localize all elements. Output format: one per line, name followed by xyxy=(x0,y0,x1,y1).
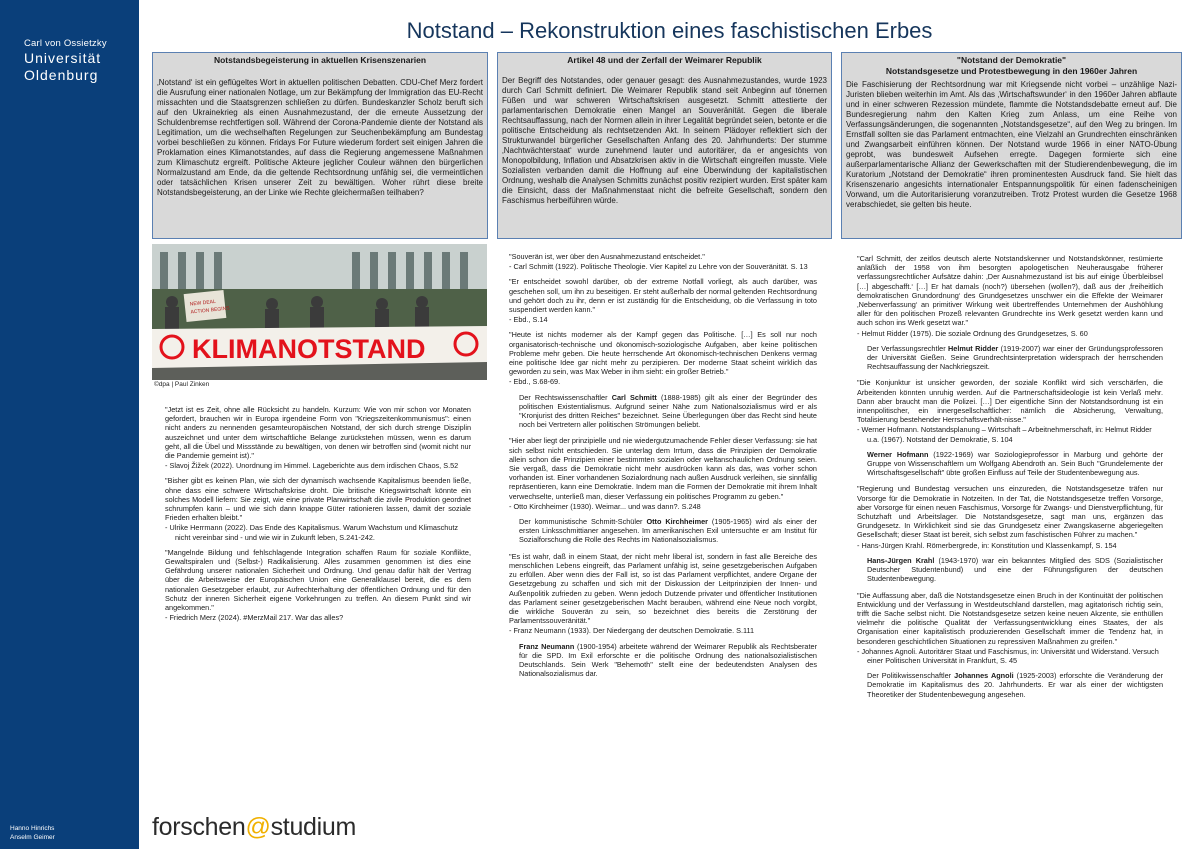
quote-text: "Regierung und Bundestag versuchen uns einzureden, die Notstandsgesetze träfen nur Vorsorge für die Demokratie in Notzeiten. In der Tat, die Notstandsgesetze treffen Vorsorge, aber Vorsorge für einen neuen Faschismus, Vorsorge für Zwangs- und Dienstverpflichtung, für Schutzhaft und Arbeitslager. Die Notstandsgesetze, sagt man uns, ergänzen das Grundgesetz. In Wirklichkeit sind sie das Grundgesetz einer Zwangskaserne abgeriegelten Gesellschaft; dieser Staat ist bereit, sich selbst zum faschistischen Führer zu machen." xyxy=(857,484,1163,540)
page-title: Notstand – Rekonstruktion eines faschistischen Erbes xyxy=(406,18,933,43)
footer-word-2: studium xyxy=(270,813,357,841)
footer-word-1: forschen xyxy=(152,813,246,841)
bio-name: Werner Hofmann xyxy=(867,449,929,459)
box-heading: Artikel 48 und der Zerfall der Weimarer Republik xyxy=(567,55,762,65)
quote-source: - Franz Neumann (1933). Der Niedergang der deutschen Demokratie. S.111 xyxy=(509,626,755,636)
quote-column-2 xyxy=(509,252,817,685)
bio-text: (1922-1969) war Soziologieprofessor in Marburg und gehörte der Gruppe von Wissenschaftlern um Wolfgang Abendroth an. Sein Buch "Grundelemente der Wirtschaftsgesellschaft" übte großen Einfluss auf Teile der Studentenbewegung aus. xyxy=(867,449,1164,478)
banner-text: KLIMANOTSTAND xyxy=(192,334,426,364)
quote-source: - Slavoj Žižek (2022). Unordnung im Himmel. Lageberichte aus dem irdischen Chaos, S.52 xyxy=(165,461,459,471)
intro-box-2 xyxy=(497,52,832,239)
protest-photo-illustration xyxy=(152,244,487,380)
bio-text: (1900-1954) arbeitete während der Weimarer Republik als Rechtsberater für die SPD. Im Exil erforschte er die politische Ordnung des nationalsozialistischen Deutschlands. Sein Werk "Behemoth" stellt eine der bedeutendsten Analysen des Nationalsozialismus dar. xyxy=(519,641,817,679)
bio-name: Hans-Jürgen Krahl xyxy=(867,555,935,565)
quote-source: - Carl Schmitt (1922). Politische Theologie. Vier Kapitel zu Lehre von der Souveränität. S. 13 xyxy=(509,262,808,272)
bio-name: Carl Schmitt xyxy=(611,392,657,402)
author-bio xyxy=(857,344,1163,372)
quote-source: - Ulrike Herrmann (2022). Das Ende des Kapitalismus. Warum Wachstum und Klimaschutz nicht vereinbar sind - und wie wir in Zukunft leben, S.241-242. xyxy=(165,523,459,542)
author-1: Hanno Hinrichs xyxy=(10,825,55,832)
bio-name: Franz Neumann xyxy=(519,641,575,651)
author-bio xyxy=(509,642,817,679)
author-bio xyxy=(509,393,817,430)
bio-text: Der Politikwissenschaftler xyxy=(867,671,955,681)
logo-line-3: Oldenburg xyxy=(24,67,99,83)
quote-source: - Helmut Ridder (1975). Die soziale Ordnung des Grundgesetzes, S. 60 xyxy=(857,328,1088,338)
bio-text: (1888-1985) gilt als einer der Begründer des politischen Existentialismus. Aufgrund seiner Nähe zum Nationalsozialismus wird er als "Kronjurist des dritten Reiches" bezeichnet. Seine Überlegungen über das Recht sind heute noch bei Vertretern aller politischen Strömungen beliebt. xyxy=(519,392,818,430)
quote-source: - Ebd., S.14 xyxy=(509,315,548,325)
quote-text: "Es ist wahr, daß in einem Staat, der nicht mehr liberal ist, sondern in fast alle Bereiche des menschlichen Lebens eingreift, das Parlament unfähig ist, seine gesetzgeberischen Aufgaben zu erfüllen. Aber wenn dies der Fall ist, so ist das Parlament verpflichtet, andere Organe der Gesetzgebung zu schaffen und sich mit der Diskussion der Leitprinzipien der Innen- und Außenpolitik zufrieden zu geben. Wenn jedoch Dutzende privater und öffentlicher Institutionen das Parlament seiner gesetzgeberischen Macht berauben, während eine Neue noch vorgibt, die wirkliche Souverän zu sein, so bezeichnet dies bereits die Zerstörung der Parlamentssouveränität." xyxy=(509,551,817,626)
author-bio xyxy=(857,671,1163,699)
author-bio xyxy=(857,556,1163,584)
protest-photo xyxy=(152,244,487,380)
quote-text: "Souverän ist, wer über den Ausnahmezustand entscheidet." xyxy=(509,252,705,261)
author-bio xyxy=(509,517,817,545)
quote-text: "Jetzt ist es Zeit, ohne alle Rücksicht zu handeln. Kurzum: Wie von mir schon vor Monaten gefordert, brauchen wir in Europa irgendeine Form von "Kriegszeitenkommunismus": einen nicht anders zu nennenden gesamteuropäischen Notstand, der sich durch strenge Disziplin auszeichnet und unter dem wirtschaftliche Belange zurückstehen müssen, wenn es darum geht, all die Übel und Missstände zu bewältigen, von denen wir betroffen sind (womit nicht nur die Pandemie gemeint ist)." xyxy=(165,405,471,461)
quote-source: - Hans-Jürgen Krahl. Römerbergrede, in: Konstitution und Klassenkampf, S. 154 xyxy=(857,540,1117,550)
intro-box-1 xyxy=(152,52,488,239)
bio-name: Helmut Ridder xyxy=(948,343,999,353)
author-bio xyxy=(857,450,1163,478)
bio-text: Der Rechtswissenschaftler xyxy=(519,392,612,402)
box-text: ‚Notstand‘ ist ein geflügeltes Wort in aktuellen politischen Debatten. CDU-Chef Merz fordert die Ausrufung einer nationalen Notlage, um zur Bekämpfung der Immigration das EU-Recht missachten und die Staatsgrenzen schließen zu dürfen. Bundeskanzler Scholz beruft sich auf den Ukrainekrieg als einen Ausnahmezustand, der die erneute Aussetzung der Schuldenbremse rechtfertigen soll. Während der Corona-Pandemie diente der Notstand als Legitimation, um die wechselhaften Regelungen zur Seuchenbekämpfung am Bundestag vorbei beschließen zu können. Fridays For Future wiederum fordert seit einigen Jahren die Proklamation eines Klimanotstandes, auf dass die Regierung angemessene Maßnahmen zum Klimaschutz ergreift. Politische Akteure jeglicher Couleur wähnen den bürgerlichen Normalzustand am Ende, da die geltende Rechtsordnung unfähig sei, die vermeintlichen oder tatsächlichen Krisen unserer Zeit zu bewältigen. Woher rührt diese breite Notstandsbegeisterung, an der Linke wie Rechte gleichermaßen teilhaben? xyxy=(157,77,483,197)
quote-text: "Hier aber liegt der prinzipielle und nie wiedergutzumachende Fehler dieser Verfassung: sie hat sich selbst nicht entschieden. Sie unterlag dem Irrtum, dass die Prinzipien der Demokratie allein schon die Prinzipien einer bestimmten sozialen oder weltanschaulichen Ordnung seien. Sie vergaß, dass die Demokratie nicht mehr ausdrücken kann als das, was vorher schon vorhanden ist. Einer vorhandenen Sozialordnung nach außen Ausdruck verleihen, sie sinnfällig repräsentieren, kann eine Demokratie. Indem man die Formen der Demokratie mit ihrem Inhalt verwechselte, unterließ man, dieser Verfassung ein politisches Programm zu geben." xyxy=(509,436,817,501)
bio-text: (1943-1970) war ein bekanntes Mitglied des SDS (Sozialistischer Deutscher Studentenbund) und eine der Führungsfiguren der deutschen Studentenbewegung. xyxy=(867,555,1164,584)
box-subheading: Notstandsgesetze und Protestbewegung in den 1960er Jahren xyxy=(885,65,1138,76)
box-text: Der Begriff des Notstandes, oder genauer gesagt: des Ausnahmezustandes, wurde 1923 durch Carl Schmitt definiert. Die Weimarer Republik stand seit Anbeginn auf tönernen Füßen und war schweren Wirtschaftskrisen ausgesetzt. Schmitt attestierte der parlamentarischen Demokratie einen Mangel an Souveränität. Gegen die liberale Rechtsauffassung, nach der Normen allein in ihrer Legalität begründet seien, betonte er die politische Entscheidung als rechtsetzenden Akt. In seinem Plädoyer reflektiert sich der Strukturwandel bürgerlicher Gesellschaften Anfang des 20. Jahrhunderts: Der stumme ‚Nachtwächterstaat‘ wurde zunehmend lauter und autoritärer, da er angesichts von Monopolbildung, Inflation und Absatzkrisen aktiv in die Wirtschaft eingreifen musste. Viele Sozialisten verbanden damit die Hoffnung auf eine Überwindung der kapitalistischen Ordnung, weshalb die Analysen Schmitts zunächst positiv rezipiert wurden. Erst später kam die Einsicht, dass der Maßnahmenstaat nicht die befreite Gesellschaft, sondern den Faschismus herbeiführen würde. xyxy=(502,75,827,205)
quote-column-1 xyxy=(165,405,471,628)
quote-source: - Johannes Agnoli. Autoritärer Staat und Faschismus, in: Universität und Widerstand. Versuch einer Politischen Universität in Frankfurt, S. 45 xyxy=(857,646,1159,665)
quote-text: "Heute ist nichts moderner als der Kampf gegen das Politische. […] Es soll nur noch organisatorisch-technische und ökonomisch-soziologische Aufgaben, aber keine politischen Probleme mehr geben. Die heute herrschende Art ökonomisch-technischen Denkens vermag eine politische Idee gar nicht mehr zu perzipieren. Der moderne Staat scheint wirklich das geworden zu sein, was Max Weber in ihm sieht: ein großer Betrieb." xyxy=(509,330,817,377)
bio-name: Johannes Agnoli xyxy=(954,671,1014,681)
bio-text: (1925-2003) erforschte die Veränderung der Demokratie im Kapitalismus des 20. Jahrhunderts. Er war als einer der wichtigsten Theoretiker der Studentenbewegung angesehen. xyxy=(867,671,1163,699)
quote-text: "Carl Schmitt, der zeitlos deutsch alerte Notstandskenner und Notstandskönner, resümierte anläßlich der 1958 von ihm besorgten apologetischen Neuherausgabe früherer verfassungsrechtlicher Aufsätze dahin: ‚Der Ausnahmezustand ist bis auf einige Überbleibsel […] abgeschafft.‘ […] Er hat damals (noch?) übersehen (wollen?), daß aus der ‚freiheitlich demokratischen Grundordnung‘ des Grundgesetzes unschwer ein die Effekte der Weimarer ‚Nebenverfassung‘ an primitiver Wirkung weit übertreffendes Unternehmen der Aushöhlung aller für den politischen Prozeß relevanten Grundrechte ins Werk gesetzt werden kann und auch schon ins Werk gesetzt war." xyxy=(857,254,1163,328)
box-text: Die Faschisierung der Rechtsordnung war mit Kriegsende nicht vorbei – unzählige Nazi-Juristen blieben weiterhin im Amt. Als das ‚Wirtschaftswunder‘ in den 1960er Jahren abflaute und in einer schweren Rezession mündete, flammte die Notstandsdebatte erneut auf. Die Bundesregierung nahm den Kalten Krieg zum Anlass, um eine Reihe von Verfassungsänderungen, die sogenannten „Notstandsgesetze“, auf den Weg zu bringen. Im Ernstfall sollten sie das Parlament entmachten, eine Vielzahl an Grundrechten einschränken und Zwangsarbeit einführen können. Der Notstand wurde 1966 in einer NATO-Übung geprobt, was bundesweit Aufsehen erregte. Dagegen formierte sich eine außerparlamentarische Allianz der Gewerkschaften mit der Studierendenbewegung, die im Kuratorium „Notstand der Demokratie“ ihren prominentesten Ausdruck fand. Sie hielt das Krisenszenario angesichts internationaler Entspannungspolitik für einen fadenscheinigen Vorwand, um die Autoritarisierung voranzutreiben. Trotz Protest wurden die Gesetze 1968 verabschiedet, sie gelten bis heute. xyxy=(846,80,1177,209)
authors xyxy=(10,824,55,842)
quote-text: "Er entscheidet sowohl darüber, ob der extreme Notfall vorliegt, als auch darüber, was geschehen soll, um ihn zu beseitigen. Er steht außerhalb der normal geltenden Rechtsordnung und gehört doch zu ihr, denn er ist zuständig für die Entscheidung, ob die Verfassung in toto suspendiert werden kann." xyxy=(509,277,817,315)
sign-text-1: NEW DEAL xyxy=(189,298,217,308)
photo-caption: ©dpa | Paul Zinken xyxy=(154,381,210,388)
sidebar xyxy=(0,0,139,849)
quote-source: - Friedrich Merz (2024). #MerzMail 217. War das alles? xyxy=(165,613,344,623)
quote-source: - Ebd., S.68-69. xyxy=(509,377,561,387)
footer-at: @ xyxy=(245,813,271,841)
intro-box-3 xyxy=(841,52,1182,239)
quote-source: - Otto Kirchheimer (1930). Weimar... und was dann?. S.248 xyxy=(509,501,701,511)
bio-text: (1919-2007) war einer der Gründungsprofessoren der Universität Gießen. Seine Grundrechtsinterpretation widersprach der herrschenden Rechtsauffassung der Nachkriegszeit. xyxy=(867,343,1163,372)
bio-text: (1905-1965) wird als einer der ersten Linksschmittianer angesehen. Im amerikanischen Exil untersuchte er am Institut für Sozialforschung die Rolle des Rechts im Nationalsozialismus. xyxy=(519,517,817,545)
box-heading: "Notstand der Demokratie" xyxy=(956,55,1067,65)
bio-text: Der Verfassungsrechtler xyxy=(867,343,948,353)
quote-text: "Bisher gibt es keinen Plan, wie sich der dynamisch wachsende Kapitalismus beenden ließe, ohne dass eine schwere Wirtschaftskrise droht. Die britische Kriegswirtschaft könnte ein solches Modell liefern: Sie zeigt, wie eine private Planwirtschaft die zivile Produktion geordnet schrumpfen kann – und wie sich dann knappe Güter rationieren lassen, damit der soziale Frieden erhalten bleibt." xyxy=(165,476,471,523)
quote-column-3 xyxy=(857,254,1163,706)
quote-text: "Die Konjunktur ist unsicher geworden, der soziale Konflikt wird sich verschärfen, die Arbeitenden könnten unruhig werden. Auf die Partnerschaftsideologie ist kein Verlaß mehr. Dann aber braucht man die Polizei. […] Der eigentliche Sinn der Notstandsordnung ist ein innenpolitischer, ein innergesellschaftlicher: nämlich die Absicherung, Verwaltung, Totalisierung bestehender Herrschaftsverhält-nisse." xyxy=(857,378,1163,425)
logo-line-1: Carl von Ossietzky xyxy=(24,38,107,49)
box-heading: Notstandsbegeisterung in aktuellen Krisenszenarien xyxy=(213,55,427,65)
quote-text: "Die Auffassung aber, daß die Notstandsgesetze einen Bruch in der Kontinuität der politischen Entwicklung und der Verfassung in Westdeutschland darstellen, mag agitatorisch richtig sein, trifft die Sache selbst nicht. Die Notstandsgesetze setzen keine neuen Akzente, sie enthüllen vielmehr die politische Qualität der Verfassungsentwicklung eines Staates, der als Organisation einer kapitalistisch produzierenden Gesellschaft immer die Tendenz hat, in besonderen geschichtlichen Situationen zu repressiven Maßnahmen zu greifen." xyxy=(857,590,1163,646)
forschen-studium-logo xyxy=(152,813,356,842)
bio-text: Der kommunistische Schmitt-Schüler xyxy=(519,517,647,527)
logo-line-2: Universität xyxy=(24,50,102,66)
author-2: Anselm Geimer xyxy=(10,834,55,841)
sign-text-2: ACTION BEGINS xyxy=(190,305,230,316)
quote-text: "Mangelnde Bildung und fehlschlagende Integration schaffen Raum für soziale Konflikte, Gewaltspiralen und (Selbst-) Radikalisierung. Alles zusammen genommen ist dies eine Gefährdung unserer nationalen Sicherheit und Ordnung. Und genau dafür hält der Vertrag über die Arbeitsweise der Europäischen Union eine Generalklausel bereit, die es dem nationalen Gesetzgeber erlaubt, zur Aufrechterhaltung der öffentlichen Ordnung und für den Schutz der inneren Sicherheit eigene Vorkehrungen zu treffen. An diesem Punkt sind wir angekommen." xyxy=(165,547,471,613)
bio-name: Otto Kirchheimer xyxy=(646,517,708,527)
quote-source: - Werner Hofmann. Notstandsplanung – Wirtschaft – Arbeitnehmerschaft, in: Helmut Ridder u.a. (1967). Notstand der Demokratie, S. 104 xyxy=(857,425,1152,444)
